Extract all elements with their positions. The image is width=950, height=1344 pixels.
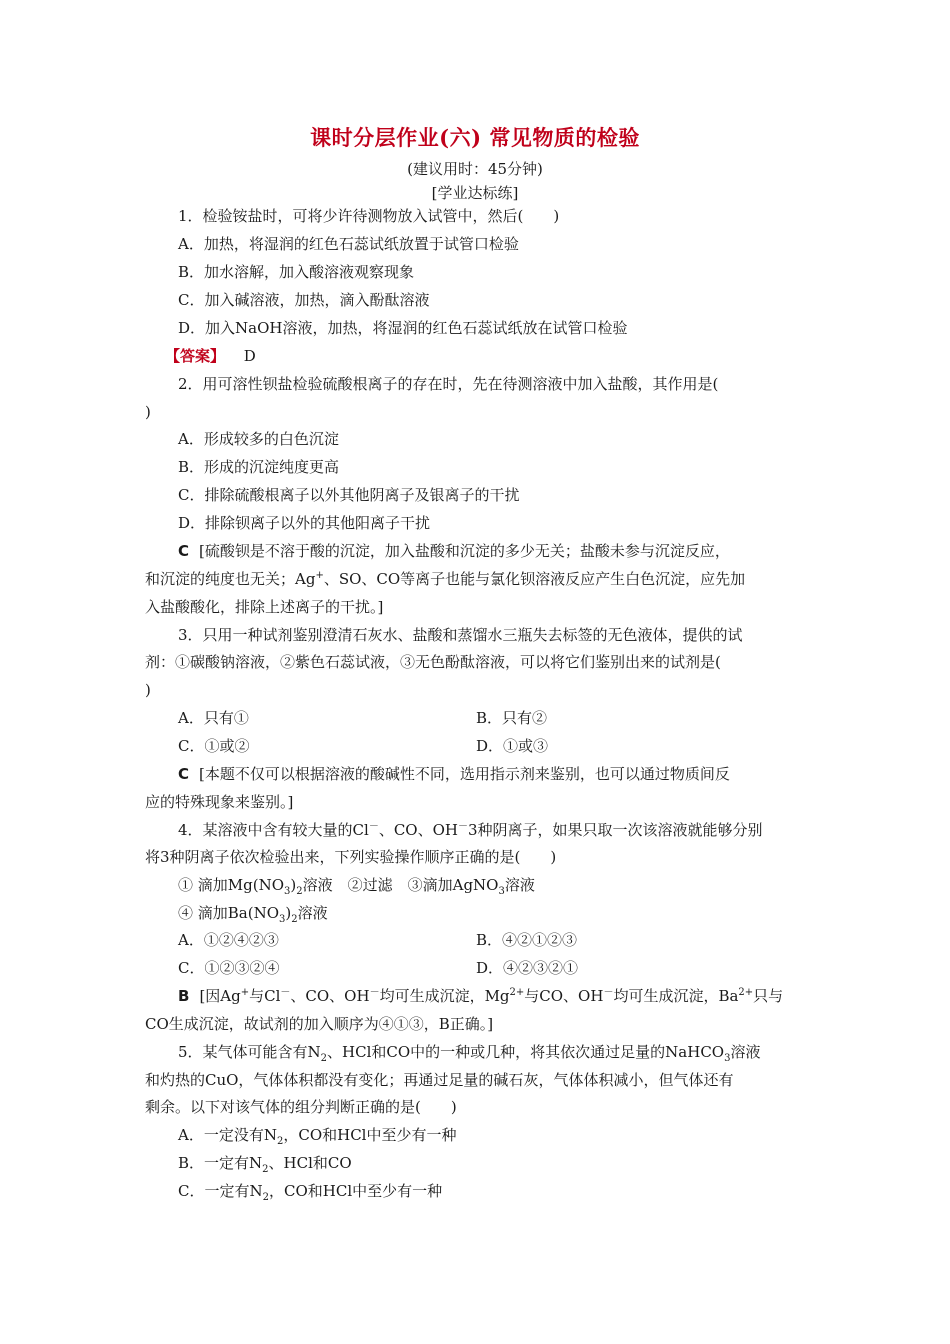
- q4-options-row1: [178, 930, 838, 950]
- q4-explanation-line1: [178, 986, 838, 1006]
- explanation-text: [硫酸钡是不溶于酸的沉淀，加入盐酸和沉淀的多少无关；盐酸未参与沉淀反应，: [199, 542, 730, 560]
- q3-options-row2: [178, 736, 838, 756]
- op-text: 溶液: [504, 876, 535, 894]
- superscript: +: [315, 570, 324, 581]
- superscript: +: [240, 987, 250, 998]
- q3-option-a: A．只有①: [178, 709, 249, 727]
- subscript: 2: [262, 1164, 269, 1175]
- section-heading: [学业达标练]: [431, 184, 519, 202]
- q5-option-a: [178, 1125, 838, 1145]
- q3-stem-line1: 3．只用一种试剂鉴别澄清石灰水、盐酸和蒸馏水三瓶失去标签的无色液体，提供的试: [178, 626, 743, 644]
- q1-option-c: C．加入碱溶液，加热，滴入酚酞溶液: [178, 291, 430, 309]
- q2-explanation-line2: [145, 569, 805, 589]
- option-text: C．一定有N: [178, 1182, 263, 1200]
- subscript: 2: [320, 1053, 328, 1064]
- q4-options-row2: [178, 958, 838, 978]
- answer-letter: C: [178, 542, 190, 560]
- stem-text: 、HCl和CO中的一种或几种，将其依次通过足量的NaHCO: [327, 1043, 725, 1061]
- page-title: 课时分层作业(六) 常见物质的检验: [310, 125, 640, 150]
- answer-tag: 【答案】: [165, 347, 226, 365]
- explanation-text: 、CO、OH: [290, 987, 370, 1005]
- explanation-text: 与CO、OH: [524, 987, 604, 1005]
- subscript: 2: [276, 1136, 284, 1147]
- option-text: ，CO和HCl中至少有一种: [268, 1182, 443, 1200]
- superscript: －: [457, 821, 468, 832]
- explanation-text: 均可生成沉淀，Ba: [613, 987, 739, 1005]
- q5-option-b: [178, 1153, 838, 1173]
- q1-stem: 1．检验铵盐时，可将少许待测物放入试管中，然后( ): [178, 207, 560, 225]
- superscript: 2+: [738, 987, 754, 998]
- q2-option-d: D．排除钡离子以外的其他阳离子干扰: [178, 514, 431, 532]
- op-text: 溶液 ②过滤 ③滴加AgNO: [302, 876, 499, 894]
- explanation-text: 、SO、CO等离子也能与氯化钡溶液反应产生白色沉淀，应先加: [323, 570, 746, 588]
- explanation-text: 只与: [753, 987, 784, 1005]
- q3-explanation-line2: 应的特殊现象来鉴别。]: [145, 793, 294, 811]
- q5-stem-line1: [178, 1042, 838, 1062]
- q5-stem-line3: 剩余。以下对该气体的组分判断正确的是( ): [145, 1098, 457, 1116]
- q4-stem-line2: 将3种阴离子依次检验出来，下列实验操作顺序正确的是( ): [145, 848, 557, 866]
- q3-option-b: B．只有②: [476, 709, 548, 727]
- superscript: －: [368, 821, 379, 832]
- q2-stem-line1: 2．用可溶性钡盐检验硫酸根离子的存在时，先在待测溶液中加入盐酸，其作用是(: [178, 375, 719, 393]
- subscript: 2: [296, 886, 303, 897]
- explanation-text: [本题不仅可以根据溶液的酸碱性不同，选用指示剂来鉴别，也可以通过物质间反: [199, 765, 730, 783]
- answer-letter: D: [243, 347, 256, 365]
- option-text: B．一定有N: [178, 1154, 263, 1172]
- q4-option-b: B．④②①②③: [476, 931, 578, 949]
- answer-letter: B: [178, 987, 190, 1005]
- subscript: 3: [279, 914, 286, 925]
- q2-option-a: A．形成较多的白色沉淀: [178, 430, 339, 448]
- q2-stem-line2: ): [145, 403, 151, 421]
- op-text: ④ 滴加Ba(NO: [178, 904, 280, 922]
- q1-option-a: A．加热，将湿润的红色石蕊试纸放置于试管口检验: [178, 235, 519, 253]
- q2-explanation-line1: [178, 541, 838, 561]
- subscript: 2: [291, 914, 298, 925]
- op-text: ): [285, 904, 292, 922]
- q4-operations-line2: [178, 903, 838, 923]
- q4-option-c: C．①②③②④: [178, 959, 280, 977]
- explanation-text: [因Ag: [199, 987, 241, 1005]
- q4-operations-line1: [178, 875, 838, 895]
- q5-stem-line2: 和灼热的CuO，气体体积都没有变化；再通过足量的碱石灰，气体体积减小，但气体还有: [145, 1071, 734, 1089]
- stem-text: 5．某气体可能含有N: [178, 1043, 321, 1061]
- option-text: ，CO和HCl中至少有一种: [283, 1126, 457, 1144]
- q4-stem-line1: [178, 820, 838, 840]
- subscript: 2: [262, 1192, 269, 1203]
- explanation-text: 均可生成沉淀，Mg: [379, 987, 510, 1005]
- stem-text: 3种阴离子，如果只取一次该溶液就能够分别: [467, 821, 763, 839]
- stem-text: 、CO、OH: [378, 821, 458, 839]
- superscript: 2+: [509, 987, 525, 998]
- q1-answer: [165, 346, 825, 366]
- q2-explanation-line3: 入盐酸酸化，排除上述离子的干扰。]: [145, 598, 384, 616]
- q3-stem-line3: ): [145, 681, 151, 699]
- answer-letter: C: [178, 765, 190, 783]
- op-text: ① 滴加Mg(NO: [178, 876, 285, 894]
- subscript: 3: [498, 886, 505, 897]
- time-note: (建议用时：45分钟): [407, 160, 543, 178]
- subscript: 3: [284, 886, 291, 897]
- option-text: 、HCl和CO: [268, 1154, 352, 1172]
- superscript: －: [603, 987, 614, 998]
- q3-explanation-line1: [178, 764, 838, 784]
- q1-option-b: B．加水溶解，加入酸溶液观察现象: [178, 263, 415, 281]
- q3-option-d: D．①或③: [476, 737, 549, 755]
- explanation-text: 和沉淀的纯度也无关；Ag: [145, 570, 316, 588]
- op-text: ): [290, 876, 297, 894]
- q5-option-c: [178, 1181, 838, 1201]
- stem-text: 溶液: [730, 1043, 761, 1061]
- q2-option-c: C．排除硫酸根离子以外其他阴离子及银离子的干扰: [178, 486, 520, 504]
- q3-stem-line2: 剂：①碳酸钠溶液，②紫色石蕊试液，③无色酚酞溶液，可以将它们鉴别出来的试剂是(: [145, 653, 721, 671]
- q3-option-c: C．①或②: [178, 737, 250, 755]
- q3-options-row1: [178, 708, 838, 728]
- q1-option-d: D．加入NaOH溶液，加热，将湿润的红色石蕊试纸放在试管口检验: [178, 319, 628, 337]
- q2-option-b: B．形成的沉淀纯度更高: [178, 458, 340, 476]
- explanation-text: 与Cl: [249, 987, 281, 1005]
- q4-explanation-line2: CO生成沉淀，故试剂的加入顺序为④①③，B正确。]: [145, 1015, 494, 1033]
- superscript: －: [280, 987, 291, 998]
- superscript: －: [369, 987, 380, 998]
- op-text: 溶液: [297, 904, 328, 922]
- subscript: 3: [724, 1053, 731, 1064]
- q4-option-d: D．④②③②①: [476, 959, 579, 977]
- stem-text: 4．某溶液中含有较大量的Cl: [178, 821, 369, 839]
- q4-option-a: A．①②④②③: [178, 931, 279, 949]
- option-text: A．一定没有N: [178, 1126, 277, 1144]
